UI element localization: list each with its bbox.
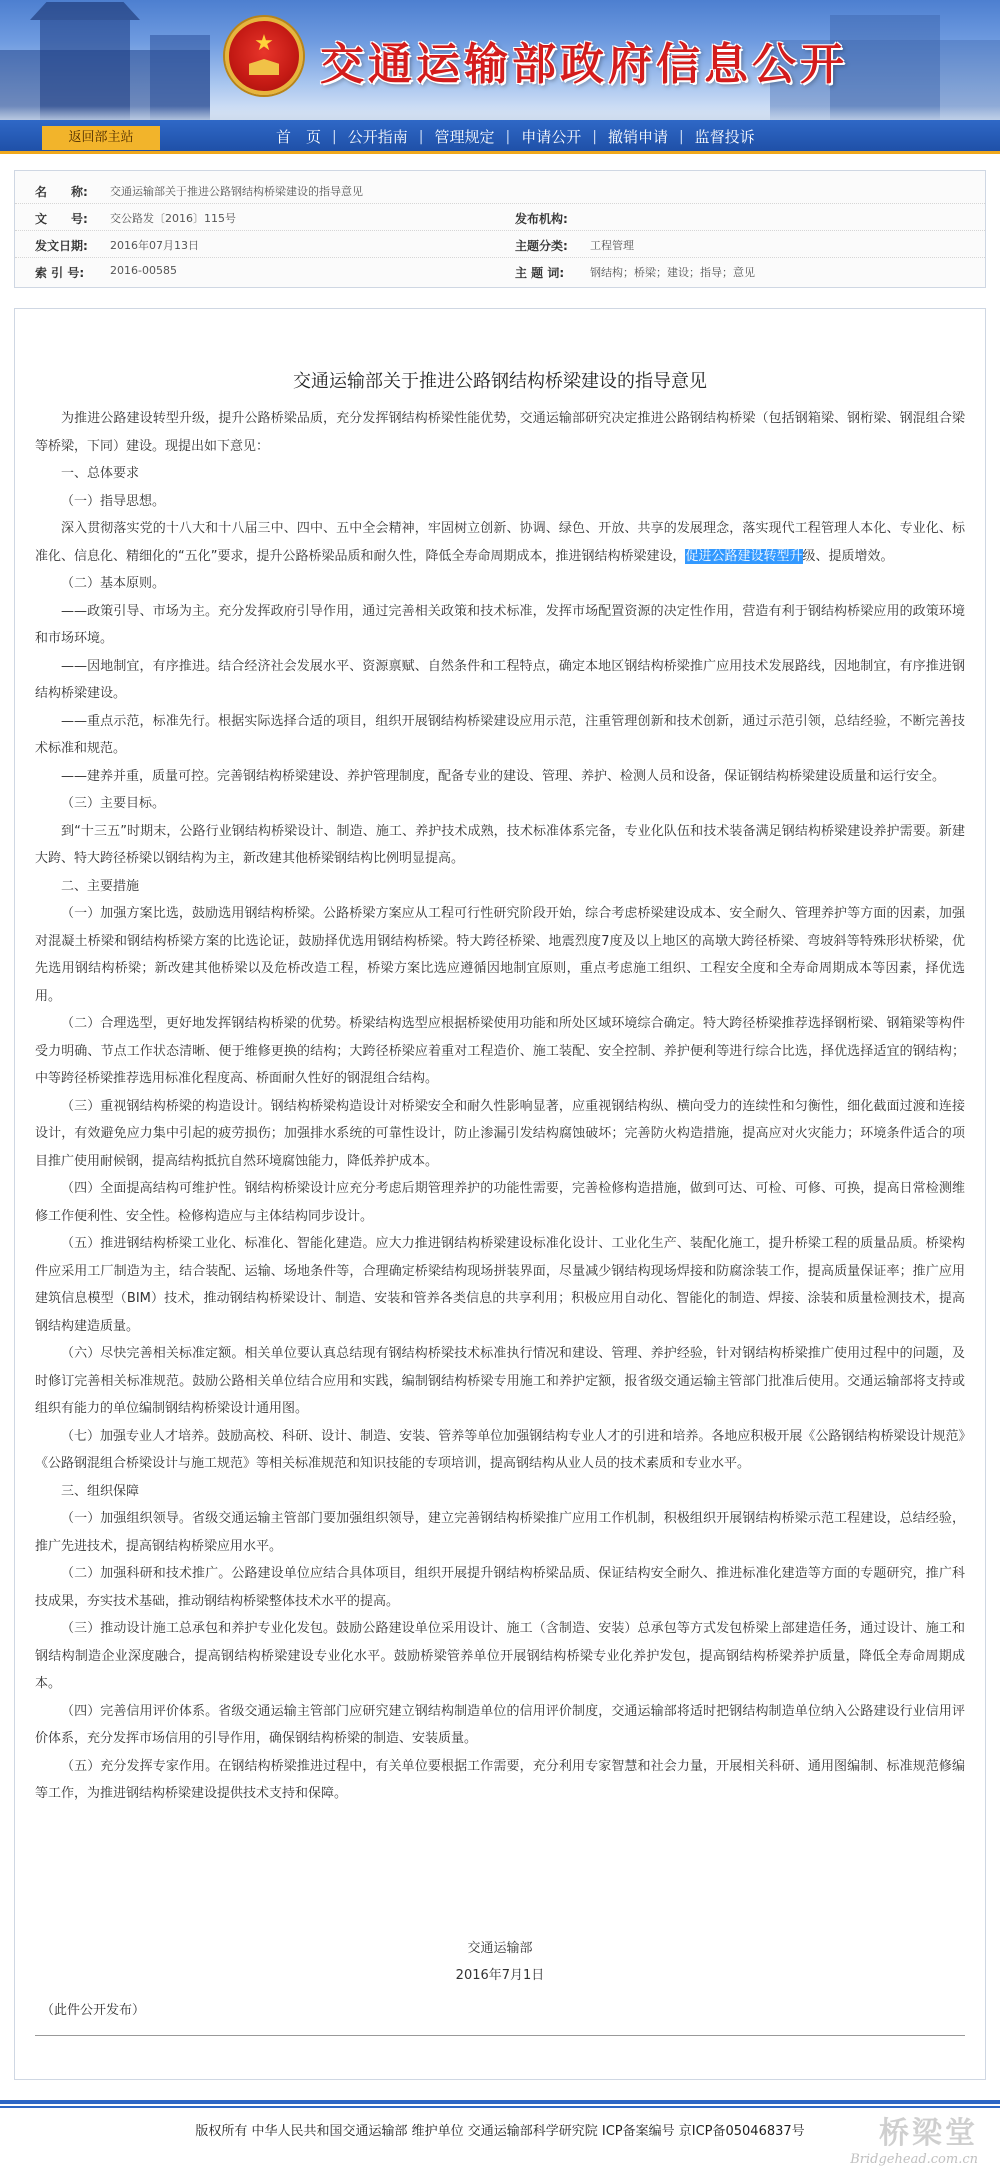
nav-item-regulations[interactable]: 管理规定 [434, 128, 495, 146]
nav-separator: | [678, 129, 684, 145]
section-heading: 二、主要措施 [61, 878, 140, 894]
paragraph: 到“十三五”时期末，公路行业钢结构桥梁设计、制造、施工、养护技术成熟，技术标准体系完备，专业化队伍和技术装备满足钢结构桥梁建设养护需要。新建大跨、特大跨径桥梁以钢结构为主，新改建其他桥梁钢结构比例明显提高。 [35, 823, 965, 866]
paragraph: ——建养并重，质量可控。完善钢结构桥梁建设、养护管理制度，配备专业的建设、管理、养护、检测人员和设备，保证钢结构桥梁建设质量和运行安全。 [61, 768, 946, 784]
banner-roof [30, 2, 140, 20]
paragraph: （四）完善信用评价体系。省级交通运输主管部门应研究建立钢结构制造单位的信用评价制度，交通运输部将适时把钢结构制造单位纳入公路建设行业信用评价体系，充分发挥市场信用的引导作用，确保钢结构桥梁的制造、安装质量。 [35, 1703, 965, 1746]
nav-item-home[interactable]: 首 页 [276, 128, 322, 146]
meta-label: 文 号: [35, 212, 88, 226]
signature-block [15, 1935, 985, 1989]
meta-label: 主 题 词: [515, 266, 565, 280]
main-nav [0, 120, 1000, 154]
paragraph: （二）加强科研和技术推广。公路建设单位应结合具体项目，组织开展提升钢结构桥梁品质、保证结构安全耐久、推进标准化建造等方面的专题研究，推广科技成果，夯实技术基础，推动钢结构桥梁整体技术水平的提高。 [35, 1566, 965, 1609]
meta-label: 主题分类: [515, 239, 568, 253]
banner-stripe [0, 106, 1000, 120]
paragraph: ——重点示范，标准先行。根据实际选择合适的项目，组织开展钢结构桥梁建设应用示范，注重管理创新和技术创新，通过示范引领，总结经验，不断完善技术标准和规范。 [35, 713, 965, 756]
meta-row-date [15, 231, 985, 258]
nav-separator: | [592, 129, 597, 145]
header-banner [0, 0, 1000, 120]
paragraph: （一）加强组织领导。省级交通运输主管部门要加强组织领导，建立完善钢结构桥梁推广应用工作机制，积极组织开展钢结构桥梁示范工程建设，总结经验，推广先进技术，提高钢结构桥梁应用水平。 [35, 1511, 965, 1554]
meta-category-value: 工程管理 [590, 239, 634, 252]
publish-note: （此件公开发布） [41, 2003, 146, 2018]
meta-row-name [15, 177, 985, 204]
banner-building [40, 20, 130, 120]
nav-item-guide[interactable]: 公开指南 [347, 128, 408, 146]
watermark-logo [850, 2108, 978, 2167]
signature-org: 交通运输部 [467, 1941, 533, 1956]
paragraph: （一）加强方案比选，鼓励选用钢结构桥梁。公路桥梁方案应从工程可行性研究阶段开始，综合考虑桥梁建设成本、安全耐久、管理养护等方面的因素，加强对混凝土桥梁和钢结构桥梁方案的比选论证，鼓励择优选用钢结构桥梁。特大跨径桥梁、地震烈度7度及以上地区的高墩大跨径桥梁、弯坡斜等特殊形状桥梁，优先选用钢结构桥梁；新改建其他桥梁以及危桥改造工程，桥梁方案比选应遵循因地制宜原则，重点考虑施工组织、工程安全度和全寿命周期成本等因素，择优选用。 [35, 906, 965, 1004]
nav-separator: | [332, 129, 337, 145]
back-to-main-site-link[interactable]: 返回部主站 [42, 126, 160, 150]
nav-items [265, 120, 766, 154]
paragraph: （七）加强专业人才培养。鼓励高校、科研、设计、制造、安装、管养等单位加强钢结构专业人才的引进和培养。各地应积极开展《公路钢结构桥梁设计规范》《公路钢混组合桥梁设计与施工规范》等相关标准规范和知识技能的专项培训，提高钢结构从业人员的技术素质和专业水平。 [35, 1428, 965, 1471]
section-heading: 三、组织保障 [61, 1483, 140, 1499]
subsection-heading: （三）主要目标。 [61, 796, 166, 811]
watermark-url: Bridgehead.com.cn [850, 2152, 978, 2167]
meta-label: 索 引 号: [35, 266, 85, 280]
subsection-heading: （二）基本原则。 [61, 576, 166, 591]
site-title: 交通运输部政府信息公开 [320, 39, 848, 90]
paragraph [35, 515, 965, 570]
paragraph: （四）全面提高结构可维护性。钢结构桥梁设计应充分考虑后期管理养护的功能性需要，完善检修构造措施，做到可达、可检、可修、可换，提高日常检测维修工作便利性、安全性。检修构造应与主体结构同步设计。 [35, 1181, 965, 1224]
text-span: 级、提质增效。 [802, 548, 894, 564]
selected-text[interactable]: 促进公路建设转型升 [685, 548, 803, 564]
footer-copyright: 版权所有 中华人民共和国交通运输部 维护单位 交通运输部科学研究院 ICP备案编号 京ICP备05046837号 [195, 2124, 805, 2139]
nav-separator: | [418, 129, 424, 145]
watermark-text: 桥梁堂 [879, 2116, 978, 2151]
document-body [35, 405, 965, 1808]
signature-date: 2016年7月1日 [455, 1968, 545, 1983]
meta-label: 发文日期: [35, 239, 88, 253]
meta-row-index [15, 258, 985, 285]
paragraph: （五）充分发挥专家作用。在钢结构桥梁推进过程中，有关单位要根据工作需要，充分利用专家智慧和社会力量，开展相关科研、通用图编制、标准规范修编等工作，为推进钢结构桥梁建设提供技术支持和保障。 [35, 1758, 965, 1801]
meta-date-value: 2016年07月13日 [110, 239, 199, 252]
document-content-box [14, 308, 986, 2080]
nav-separator: | [505, 129, 511, 145]
gate-icon [249, 59, 279, 75]
text-span: 深入贯彻落实党的十八大和十八届三中、四中、五中全会精神，牢固树立创新、协调、绿色、开放、共享的发展理念，落实现代工程管理人本化、专业化、标准化、信息化、精细化的“五化”要求，提升公路桥梁品质和耐久性，降低全寿命周期成本，推进钢结构桥梁建设， [35, 521, 965, 564]
meta-keywords-value: 钢结构；桥梁；建设；指导；意见 [590, 266, 755, 279]
paragraph: （五）推进钢结构桥梁工业化、标准化、智能化建造。应大力推进钢结构桥梁建设标准化设计、工业化生产、装配化施工，提升桥梁工程的质量品质。桥梁构件应采用工厂制造为主，结合装配、运输、场地条件等，合理确定桥梁结构现场拼装界面，尽量减少钢结构现场焊接和防腐涂装工作，提高质量保证率；推广应用建筑信息模型（BIM）技术，推动钢结构桥梁设计、制造、安装和管养各类信息的共享利用；积极应用自动化、智能化的制造、焊接、涂装和质量检测技术，提高钢结构建造质量。 [35, 1236, 965, 1334]
nav-item-complaint[interactable]: 监督投诉 [694, 128, 755, 146]
paragraph: 为推进公路建设转型升级，提升公路桥梁品质，充分发挥钢结构桥梁性能优势，交通运输部研究决定推进公路钢结构桥梁（包括钢箱梁、钢桁梁、钢混组合梁等桥梁，下同）建设。现提出如下意见： [35, 411, 965, 454]
meta-label: 名 称: [35, 185, 88, 199]
section-heading: 一、总体要求 [61, 466, 140, 481]
meta-name-value: 交通运输部关于推进公路钢结构桥梁建设的指导意见 [110, 185, 363, 198]
paragraph: ——政策引导、市场为主。充分发挥政府引导作用，通过完善相关政策和技术标准，发挥市场配置资源的决定性作用，营造有利于钢结构桥梁应用的政策环境和市场环境。 [35, 603, 965, 646]
paragraph: （六）尽快完善相关标准定额。相关单位要认真总结现有钢结构桥梁技术标准执行情况和建设、管理、养护经验，针对钢结构桥梁推广使用过程中的问题，及时修订完善相关标准规范。鼓励公路相关单位结合应用和实践，编制钢结构桥梁专用施工和养护定额，报省级交通运输主管部门批准后使用。交通运输部将支持或组织有能力的单位编制钢结构桥梁设计通用图。 [35, 1346, 965, 1416]
footer-divider [0, 2100, 1000, 2104]
divider [35, 2035, 965, 2036]
paragraph: ——因地制宜，有序推进。结合经济社会发展水平、资源禀赋、自然条件和工程特点，确定本地区钢结构桥梁推广应用技术发展路线，因地制宜，有序推进钢结构桥梁建设。 [35, 658, 965, 701]
meta-label: 发布机构: [515, 212, 568, 226]
paragraph: （二）合理选型，更好地发挥钢结构桥梁的优势。桥梁结构选型应根据桥梁使用功能和所处区域环境综合确定。特大跨径桥梁推荐选择钢桁梁、钢箱梁等构件受力明确、节点工作状态清晰、便于维修更换的结构；大跨径桥梁应着重对工程造价、施工装配、安全控制、养护便利等进行综合比选，择优选择适宜的钢结构；中等跨径桥梁推荐选用标准化程度高、桥面耐久性好的钢混组合结构。 [35, 1016, 965, 1086]
document-meta-box [14, 170, 986, 288]
star-icon: ★ [254, 31, 274, 56]
meta-index-value: 2016-00585 [110, 264, 177, 277]
paragraph: （三）推动设计施工总承包和养护专业化发包。鼓励公路建设单位采用设计、施工（含制造、安装）总承包等方式发包桥梁上部建造任务，通过设计、施工和钢结构制造企业深度融合，提高钢结构桥梁建设专业化水平。鼓励桥梁管养单位开展钢结构桥梁专业化养护发包，提高钢结构桥梁养护质量，降低全寿命周期成本。 [35, 1621, 965, 1691]
subsection-heading: （一）指导思想。 [61, 493, 166, 509]
document-title: 交通运输部关于推进公路钢结构桥梁建设的指导意见 [293, 371, 707, 392]
nav-item-apply[interactable]: 申请公开 [521, 128, 582, 146]
meta-row-doc-no [15, 204, 985, 231]
nav-item-withdraw[interactable]: 撤销申请 [607, 128, 668, 146]
paragraph: （三）重视钢结构桥梁的构造设计。钢结构桥梁构造设计对桥梁安全和耐久性影响显著，应重视钢结构纵、横向受力的连续性和匀衡性，细化截面过渡和连接设计，有效避免应力集中引起的疲劳损伤；加强排水系统的可靠性设计，防止渗漏引发结构腐蚀破坏；完善防火构造措施，提高应对火灾能力；环境条件适合的项目推广使用耐候钢，提高结构抵抗自然环境腐蚀能力，降低养护成本。 [35, 1098, 965, 1169]
national-emblem-icon [225, 17, 303, 95]
meta-doc-no-value: 交公路发〔2016〕115号 [110, 212, 236, 225]
